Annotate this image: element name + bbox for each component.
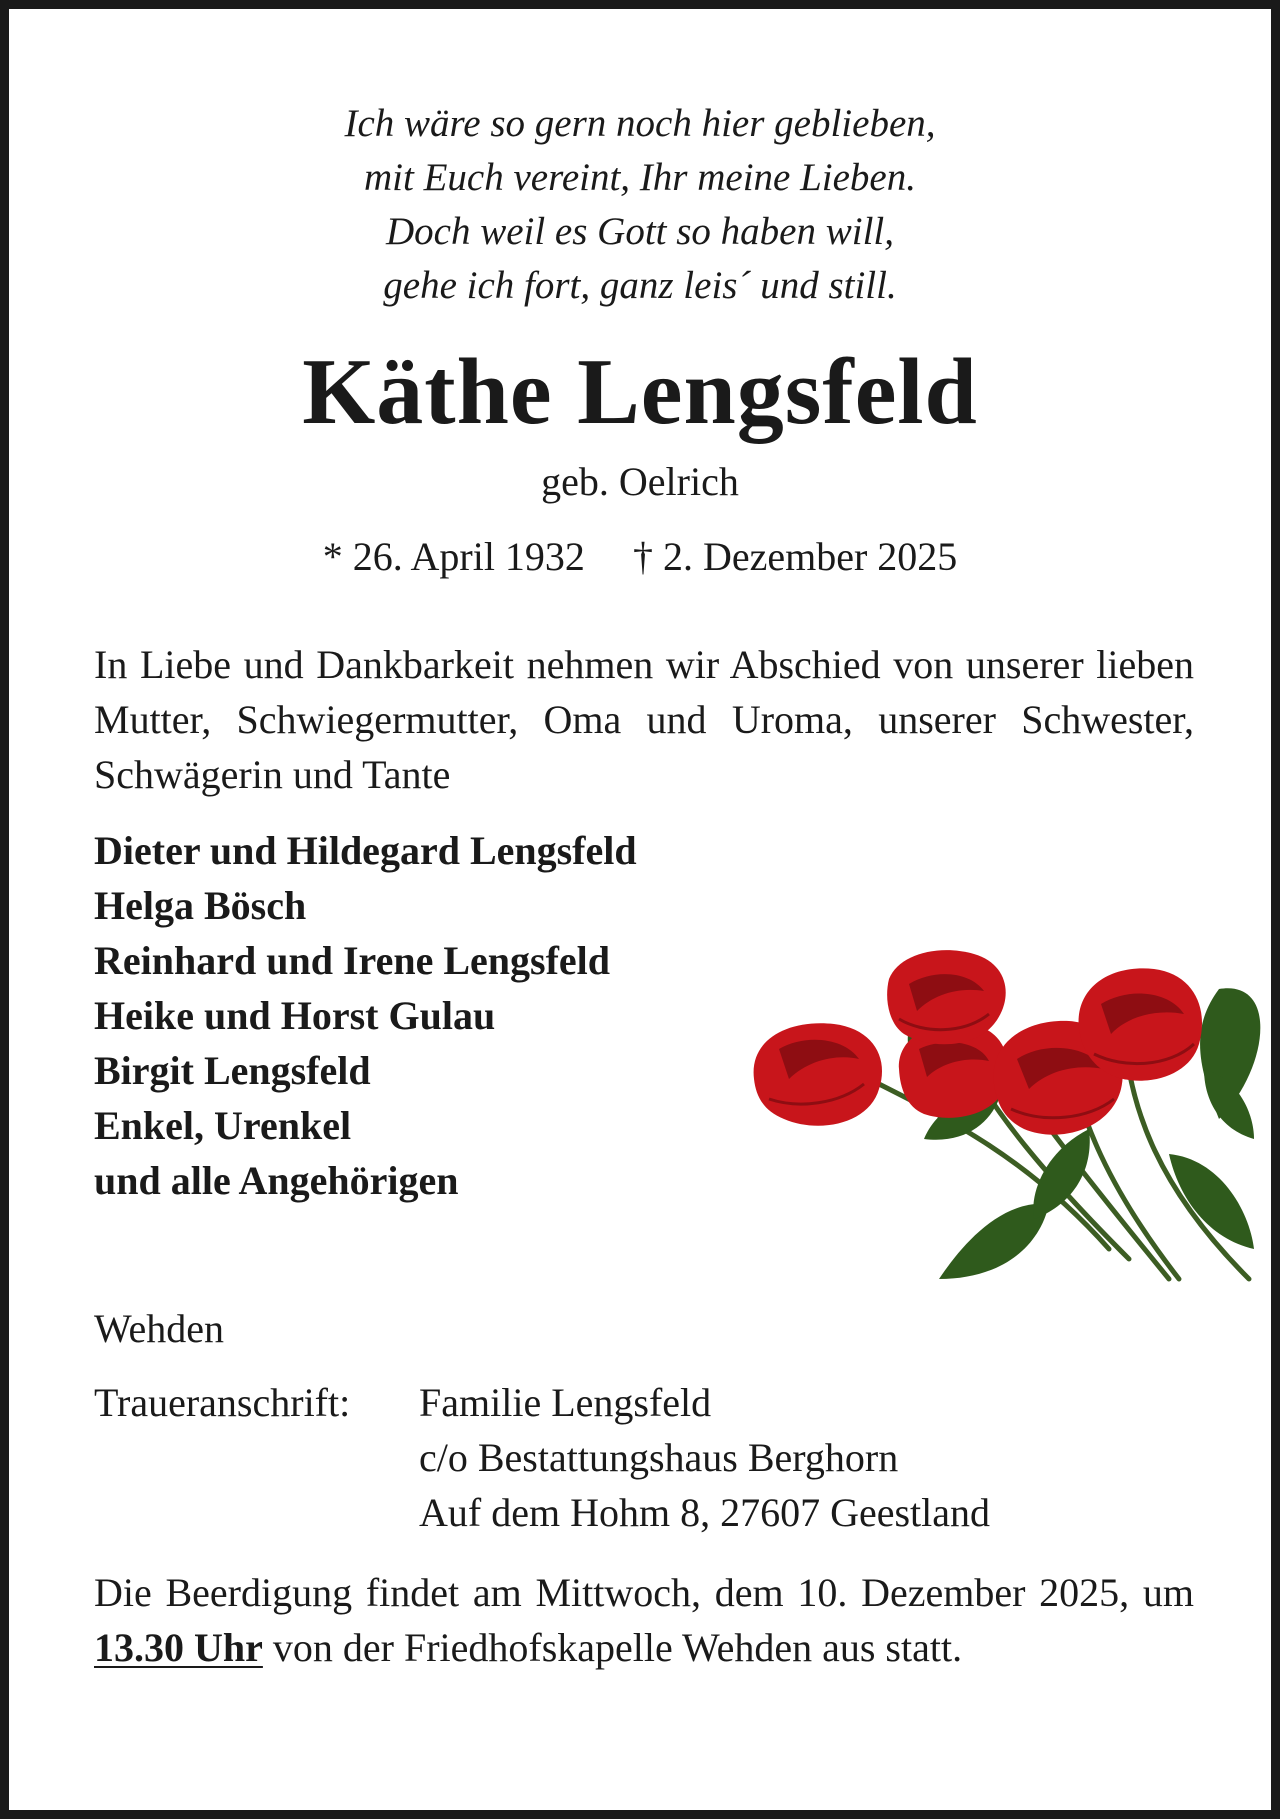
mourner: Helga Bösch: [94, 883, 307, 928]
birth-date: * 26. April 1932: [322, 534, 585, 579]
mourner: Reinhard und Irene Lengsfeld: [94, 938, 611, 983]
red-roses-illustration: [749, 949, 1279, 1299]
address-label: Traueranschrift:: [94, 1380, 351, 1425]
mourner: Heike und Horst Gulau: [94, 993, 496, 1038]
poem-line: Ich wäre so gern noch hier geblieben,: [344, 102, 936, 145]
poem-line: gehe ich fort, ganz leis´ und still.: [383, 264, 897, 307]
poem-line: mit Euch vereint, Ihr meine Lieben.: [364, 156, 916, 199]
life-dates: [9, 531, 1271, 583]
mourners-list: [94, 823, 637, 1208]
place: Wehden: [94, 1306, 225, 1351]
address-lines: [419, 1375, 990, 1540]
address-line: c/o Bestattungshaus Berghorn: [419, 1435, 899, 1480]
birth-name: geb. Oelrich: [541, 459, 739, 504]
funeral-time: 13.30 Uhr: [94, 1625, 263, 1670]
mourner: Dieter und Hildegard Lengsfeld: [94, 828, 637, 873]
mourner: Birgit Lengsfeld: [94, 1048, 371, 1093]
funeral-text: Die Beerdigung findet am Mittwoch, dem 10. Dezember 2025, um: [94, 1570, 1194, 1615]
intro-text: In Liebe und Dankbarkeit nehmen wir Abschied von unserer lieben Mutter, Schwiegermutter, Oma und Uroma, unserer Schwester, Schwägerin und Tante: [94, 642, 1194, 797]
poem-line: Doch weil es Gott so haben will,: [385, 210, 895, 253]
address-line: Familie Lengsfeld: [419, 1380, 712, 1425]
deceased-name: Käthe Lengsfeld: [302, 340, 978, 444]
funeral-info: [94, 1565, 1194, 1675]
funeral-text-end: von der Friedhofskapelle Wehden aus statt.: [262, 1625, 963, 1670]
address-line: Auf dem Hohm 8, 27607 Geestland: [419, 1490, 991, 1535]
death-date: † 2. Dezember 2025: [632, 534, 958, 579]
mourner: und alle Angehörigen: [94, 1158, 459, 1203]
mourner: Enkel, Urenkel: [94, 1103, 352, 1148]
poem: [9, 97, 1271, 313]
